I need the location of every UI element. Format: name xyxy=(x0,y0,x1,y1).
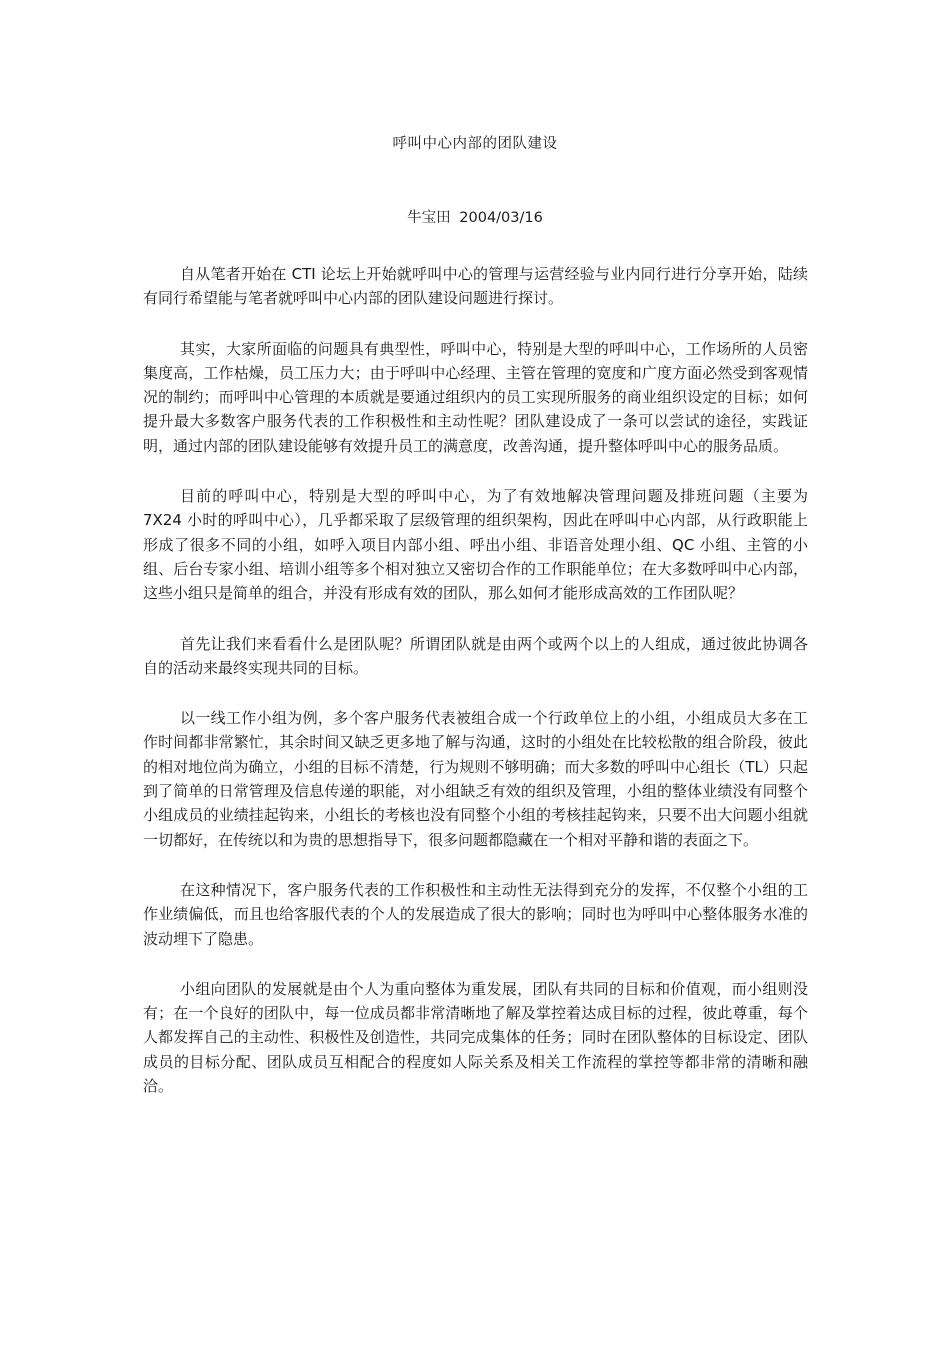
paragraph: 小组向团队的发展就是由个人为重向整体为重发展，团队有共同的目标和价值观，而小组则没有；在一个良好的团队中，每一位成员都非常清晰地了解及掌控着达成目标的过程，彼此尊重，每个人都发挥自己的主动性、积极性及创造性，共同完成集体的任务；同时在团队整体的目标设定、团队成员的目标分配、团队成员互相配合的程度如人际关系及相关工作流程的掌控等都非常的清晰和融洽。 xyxy=(143,979,808,1096)
paragraph: 以一线工作小组为例，多个客户服务代表被组合成一个行政单位上的小组，小组成员大多在工作时间都非常繁忙，其余时间又缺乏更多地了解与沟通，这时的小组处在比较松散的组合阶段，彼此的相对地位尚为确立，小组的目标不清楚，行为规则不够明确；而大多数的呼叫中心组长（TL）只起到了简单的日常管理及信息传递的职能，对小组缺乏有效的组织及管理，小组的整体业绩没有同整个小组成员的业绩挂起钩来，小组长的考核也没有同整个小组的考核挂起钩来，只要不出大问题小组就一切都好，在传统以和为贵的思想指导下，很多问题都隐藏在一个相对平静和谐的表面之下。 xyxy=(143,709,808,849)
paragraph: 在这种情况下，客户服务代表的工作积极性和主动性无法得到充分的发挥，不仅整个小组的工作业绩偏低，而且也给客服代表的个人的发展造成了很大的影响；同时也为呼叫中心整体服务水准的波动埋下了隐患。 xyxy=(143,880,808,948)
paragraph: 自从笔者开始在 CTI 论坛上开始就呼叫中心的管理与运营经验与业内同行进行分享开始，陆续有同行希望能与笔者就呼叫中心内部的团队建设问题进行探讨。 xyxy=(143,265,808,308)
paragraph: 首先让我们来看看什么是团队呢？所谓团队就是由两个或两个以上的人组成，通过彼此协调各自的活动来最终实现共同的目标。 xyxy=(143,634,808,677)
article-body xyxy=(143,262,808,1124)
paragraph: 目前的呼叫中心，特别是大型的呼叫中心，为了有效地解决管理问题及排班问题（主要为 7X24 小时的呼叫中心），几乎都采取了层级管理的组织架构，因此在呼叫中心内部，从行政职能上形成了很多不同的小组，如呼入项目内部小组、呼出小组、非语音处理小组、QC 小组、主管的小组、后台专家小组、培训小组等多个相对独立又密切合作的工作职能单位；在大多数呼叫中心内部，这些小组只是简单的组合，并没有形成有效的团队，那么如何才能形成高效的工作团队呢？ xyxy=(143,487,808,603)
author-date-line: 牛宝田 2004/03/16 xyxy=(407,210,543,226)
paragraph: 其实，大家所面临的问题具有典型性，呼叫中心，特别是大型的呼叫中心，工作场所的人员密集度高，工作枯燥，员工压力大；由于呼叫中心经理、主管在管理的宽度和广度方面必然受到客观情况的制约；而呼叫中心管理的本质就是要通过组织内的员工实现所服务的商业组织设定的目标；如何提升最大多数客户服务代表的工作积极性和主动性呢？团队建设成了一条可以尝试的途径，实践证明，通过内部的团队建设能够有效提升员工的满意度，改善沟通，提升整体呼叫中心的服务品质。 xyxy=(143,339,808,455)
page-title: 呼叫中心内部的团队建设 xyxy=(392,136,558,152)
